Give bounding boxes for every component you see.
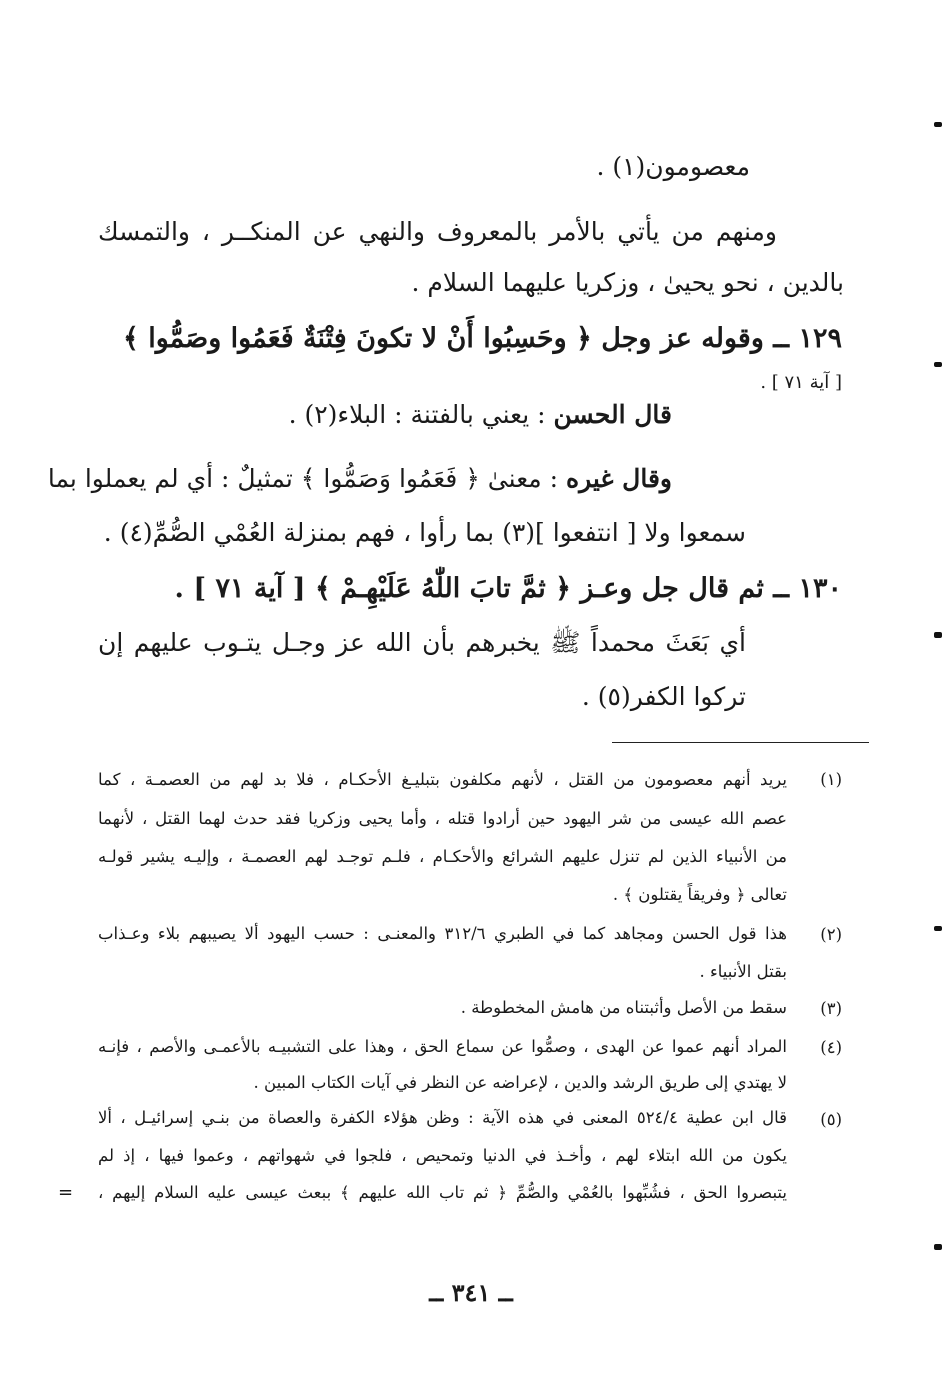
main-line-10: أي بَعَثَ محمداً ﷺ يخبرهم بأن الله عز وجـل يتـوب عليهم إن xyxy=(98,628,746,657)
footnote-1-line-4: تعالى ﴿ وفريقاً يقتلون ﴾ . xyxy=(612,885,787,904)
hasan-text: : يعني بالفتنة : البلاء(٢) . xyxy=(288,400,554,429)
scan-edge-mark xyxy=(934,122,942,127)
footnote-3-line-1: سقط من الأصل وأثبتناه من هامش المخطوطة . xyxy=(460,998,787,1017)
footnote-number-2: (٢) xyxy=(820,925,842,944)
main-line-8: سمعوا ولا [ انتفعوا ](٣) بما رأوا ، فهم بمنزلة العُمْي الصُّمِّ(٤) . xyxy=(103,518,746,547)
footnote-number-1: (١) xyxy=(820,770,842,789)
footnote-2-line-2: بقتل الأنبياء . xyxy=(699,962,787,981)
footnote-number-3: (٣) xyxy=(820,999,842,1018)
footnote-4-line-2: لا يهتدي إلى طريق الرشد والدين ، لإعراضه عن النظر في آيات الكتاب المبين . xyxy=(253,1073,787,1092)
continuation-mark: = xyxy=(58,1182,74,1203)
scan-edge-mark xyxy=(934,926,942,931)
footnote-2-line-1: هذا قول الحسن ومجاهد كما في الطبري ٣١٢/٦ والمعنـى : حسب اليهود ألا يصيبهم بلاء وعـذاب xyxy=(98,924,787,943)
footnote-5-line-1: قال ابن عطية ٥٢٤/٤ المعنى في هذه الآية : وظن هؤلاء الكفرة والعصاة من بنـي إسرائيـل ، ألا xyxy=(98,1108,787,1127)
footnote-number-4: (٤) xyxy=(820,1038,842,1057)
main-line-hasan xyxy=(289,398,672,432)
verse-ref-129: [ آية ٧١ ] . xyxy=(760,372,842,393)
footnote-5-line-3: يتبصروا الحق ، فشُبِّهوا بالعُمْي والصُّمِّ ﴿ ثم تاب الله عليهم ﴾ ببعث عيسى عليه السلام إليهم ، xyxy=(98,1183,787,1202)
verse-heading-130: ١٣٠ ــ ثم قال جل وعـز ﴿ ثمَّ تابَ اللّٰهُ عَلَيْهِـمْ ﴾ [ آية ٧١ ] . xyxy=(174,573,842,604)
scan-edge-mark xyxy=(934,362,942,367)
footnote-5-line-2: يكون من الله ابتلاء لهم ، وأخـذ في الدنيا وتمحيص ، فلجوا في شهواتهم ، وعموا فيها ، إذ لم xyxy=(98,1146,787,1165)
page-number: ــ ٣٤١ ــ xyxy=(429,1278,513,1307)
verse-heading-129: ١٢٩ ــ وقوله عز وجل ﴿ وحَسِبُوا أَنْ لا تكونَ فِتْنَةٌ فَعَمُوا وصَمُّوا ﴾ xyxy=(123,323,842,354)
main-line-2: ومنهم من يأتي بالأمر بالمعروف والنهي عن المنكــر ، والتمسك xyxy=(98,217,778,246)
speaker-other: وقال غيره xyxy=(565,464,672,493)
footnote-1-line-3: من الأنبياء الذين لم تنزل عليهم الشرائع والأحكـام ، فلـم توجـد لهم العصمـة ، وإليـه يشير قولـه xyxy=(98,847,787,866)
main-line-3: بالدين ، نحو يحيىٰ ، وزكريا عليهما السلام . xyxy=(411,268,844,297)
main-line-11: تركوا الكفر(٥) . xyxy=(581,682,746,711)
footnote-1-line-1: يريد أنهم معصومون من القتل ، لأنهم مكلفون بتبليـغ الأحكـام ، فلا بد لهم من العصمـة ، كما xyxy=(98,770,787,789)
scan-edge-mark xyxy=(934,632,942,638)
scan-edge-mark xyxy=(934,1244,942,1250)
main-line-1: معصومون(١) . xyxy=(596,152,750,181)
other-text: : معنىٰ ﴿ فَعَمُوا وَصَمُّوا ﴾ تمثيلٌ : أي لم يعملوا بما xyxy=(47,464,566,493)
footnote-number-5: (٥) xyxy=(820,1110,842,1129)
footnote-separator xyxy=(612,742,869,743)
speaker-hasan: قال الحسن xyxy=(553,400,672,429)
footnote-1-line-2: عصم الله عيسى من شر اليهود حين أرادوا قتله ، وأما يحيى وزكريا فقد حدث لهما القتل ، لأنهما xyxy=(98,809,787,828)
main-line-other xyxy=(47,462,672,496)
footnote-4-line-1: المراد أنهم عموا عن الهدى ، وصمُّوا عن سماع الحق ، وهذا على التشبيـه بالأعمـى والأصم ، فإنـه xyxy=(98,1037,787,1056)
